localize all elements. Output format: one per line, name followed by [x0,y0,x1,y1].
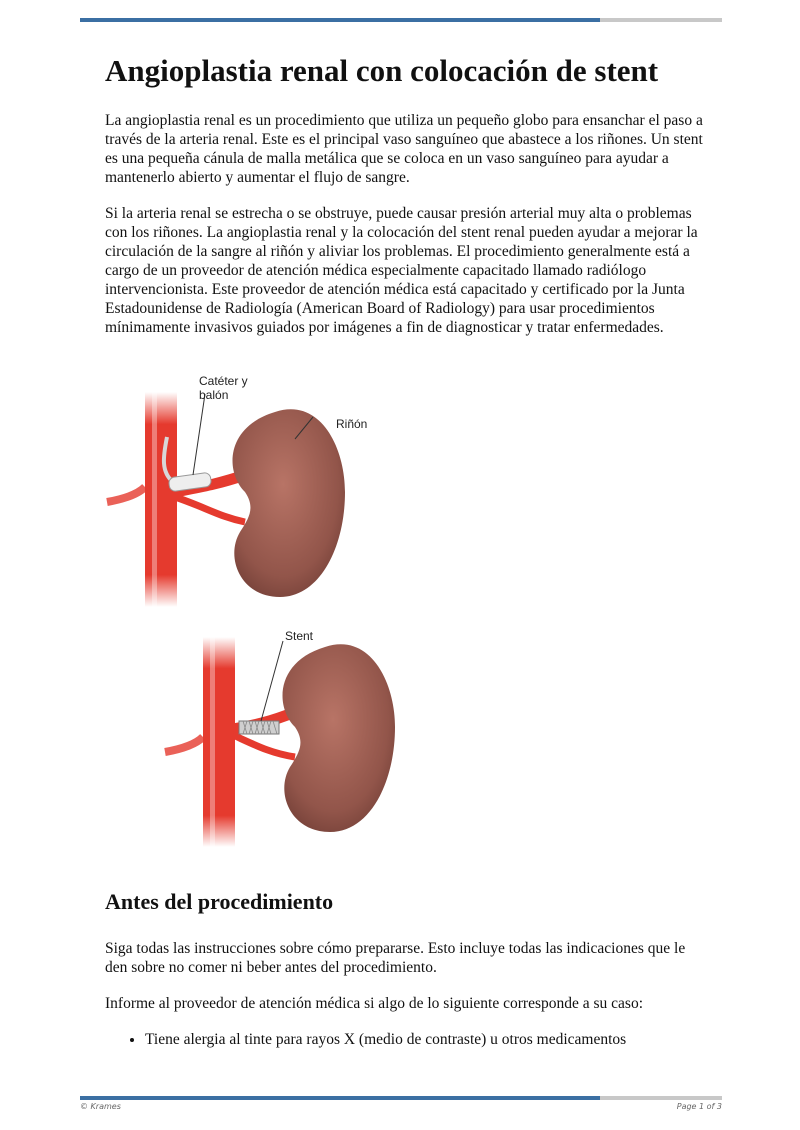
artery-top [107,392,245,607]
section-paragraph-2: Informe al proveedor de atención médica si algo de lo siguiente corresponde a su caso: [105,995,643,1013]
copyright-text: © Krames [80,1102,121,1111]
list-item: • Tiene alergia al tinte para rayos X (medio de contraste) u otros medicamentos [145,1030,705,1049]
catheter-label: Catéter y balón [199,374,248,403]
page-number: Page 1 of 3 [676,1102,722,1111]
stent-label: Stent [285,629,314,644]
kidney-diagram-graphic [105,357,425,857]
header-rule [80,18,722,22]
intro-paragraph-2: Si la arteria renal se estrecha o se obstruye, puede causar presión arterial muy alta o problemas con los riñones. La angioplastia renal y la colocación del stent renal pueden ayudar a mejorar la circulación de la sangre al riñón y aliviar los problemas. El procedimiento generalmente está a cargo de un proveedor de atención médica especialmente capacitado llamado radiólogo intervencionista. Este proveedor de atención médica está capacitado y certificado por la Junta Estadounidense de Radiología (American Board of Radiology) para usar procedimientos mínimamente invasivos guiados por imágenes a fin de diagnosticar y tratar enfermedades. [105,205,698,337]
kidney-illustration [105,357,425,857]
document-body [105,52,705,1049]
kidney-top [233,409,345,597]
bullet-list [105,1030,705,1049]
section-paragraph-1: Siga todas las instrucciones sobre cómo prepararse. Esto incluye todas las indicaciones que le den sobre no comer ni beber antes del procedimiento. [105,940,686,977]
intro-paragraph-1: La angioplastia renal es un procedimiento que utiliza un pequeño globo para ensanchar el paso a través de la arteria renal. Este es el principal vaso sanguíneo que abastece a los riñones. Un stent es una pequeña cánula de malla metálica que se coloca en un vaso sanguíneo para ayudar a mantenerlo abierto y aumentar el flujo de sangre. [105,112,703,187]
section-heading: Antes del procedimiento [105,889,334,915]
kidney-label: Riñón [336,417,368,432]
page-title: Angioplastia renal con colocación de stent [105,53,659,88]
footer-rule [80,1096,722,1100]
kidney-bottom [283,644,395,832]
